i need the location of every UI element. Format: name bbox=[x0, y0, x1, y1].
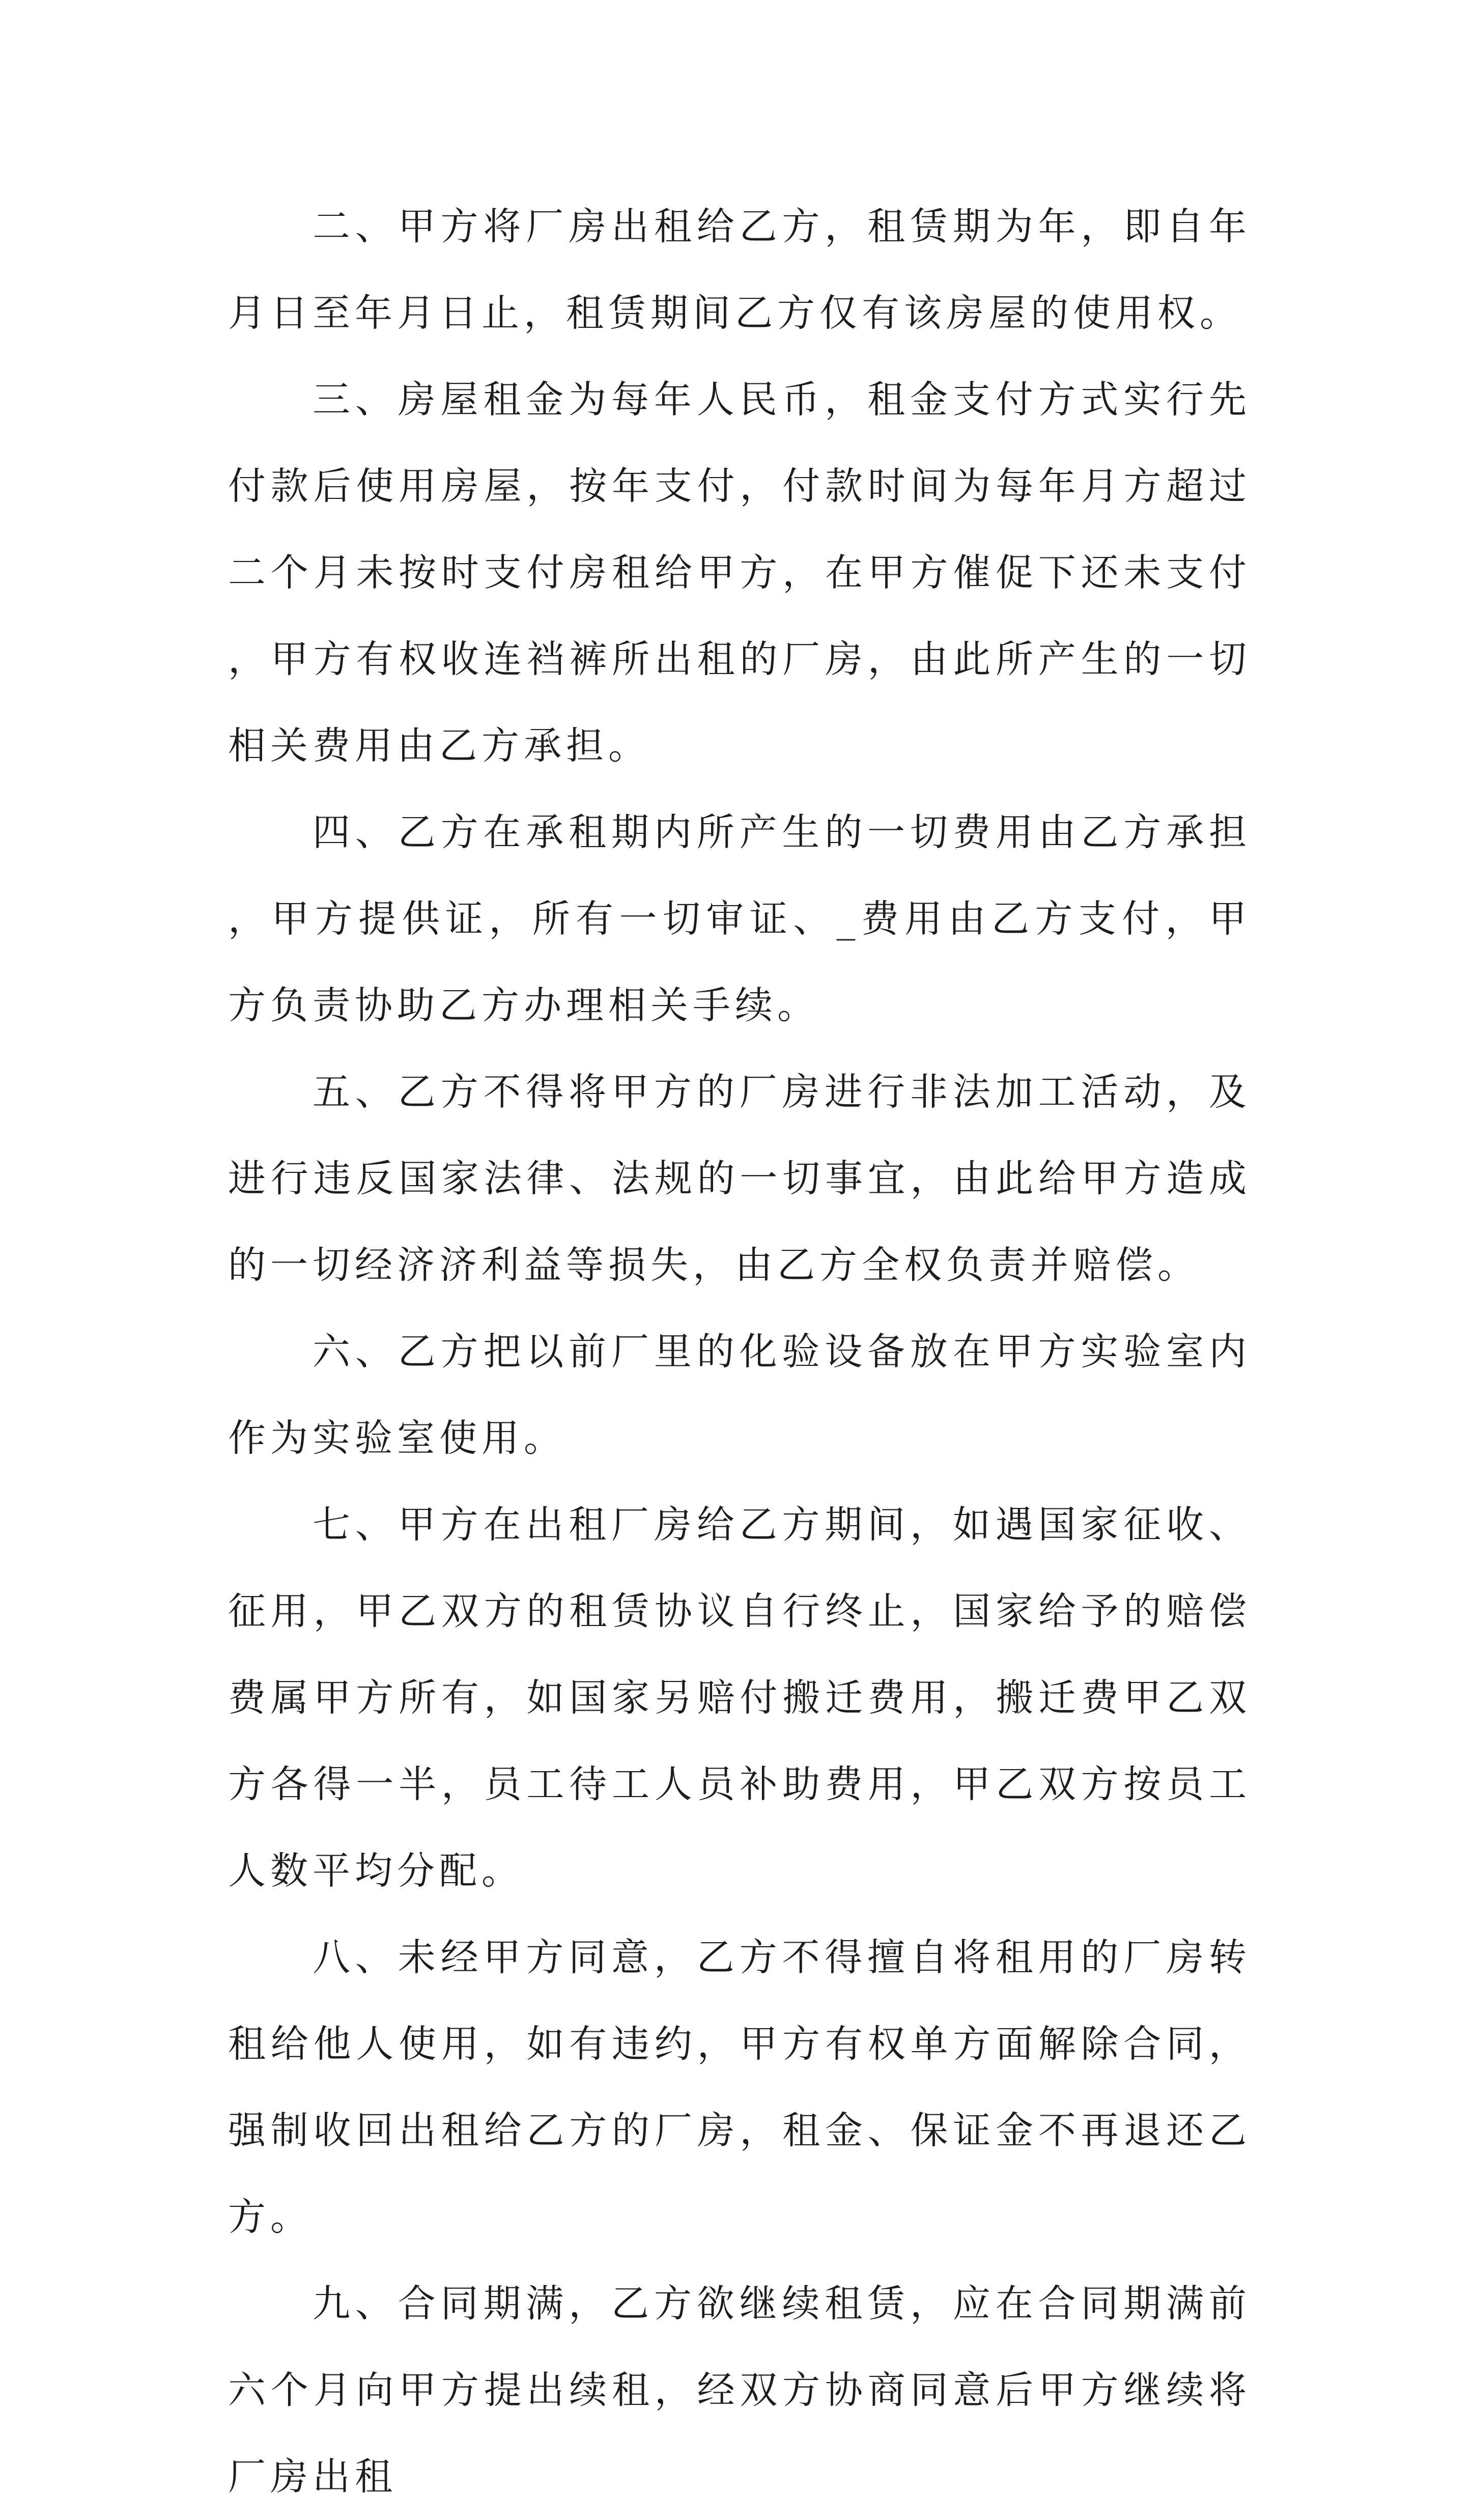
clause-9-paragraph: 九、合同期满，乙方欲继续租赁，应在合同期满前六个月向甲方提出续租，经双方协商同意后甲方继续将厂房出租 bbox=[228, 2282, 1251, 2499]
clause-8-paragraph: 八、未经甲方同意，乙方不得擅自将租用的厂房转租给他人使用，如有违约，甲方有权单方面解除合同，强制收回出租给乙方的厂房，租金、保证金不再退还乙方。 bbox=[228, 1936, 1251, 2239]
clause-2-paragraph: 二、甲方将厂房出租给乙方，租赁期为年，即自年月日至年月日止，租赁期间乙方仅有该房屋的使用权。 bbox=[228, 205, 1251, 335]
clause-7-paragraph: 七、甲方在出租厂房给乙方期间，如遇国家征收、征用，甲乙双方的租赁协议自行终止，国家给予的赔偿费属甲方所有，如国家另赔付搬迁费用，搬迁费甲乙双方各得一半，员工待工人员补助费用，甲乙双方按员工人数平均分配。 bbox=[228, 1503, 1251, 1893]
clause-4-paragraph: 四、乙方在承租期内所产生的一切费用由乙方承担，甲方提供证，所有一切审证、_费用由乙方支付，甲方负责协助乙方办理相关手续。 bbox=[228, 810, 1251, 1027]
clause-5-paragraph: 五、乙方不得将甲方的厂房进行非法加工活动，及进行违反国家法律、法规的一切事宜，由此给甲方造成的一切经济济利益等损失，由乙方全权负责并赔偿。 bbox=[228, 1070, 1251, 1287]
contract-body bbox=[228, 183, 1251, 2520]
clause-3-paragraph: 三、房屋租金为每年人民币，租金支付方式实行先付款后使用房屋，按年支付，付款时间为每年月方超过二个月未按时支付房租给甲方，在甲方催促下还未支付，甲方有权收连裆裤所出租的厂房，由此所产生的一切相关费用由乙方承担。 bbox=[228, 378, 1251, 768]
clause-6-paragraph: 六、乙方把以前厂里的化验设备放在甲方实验室内作为实验室使用。 bbox=[228, 1330, 1251, 1460]
